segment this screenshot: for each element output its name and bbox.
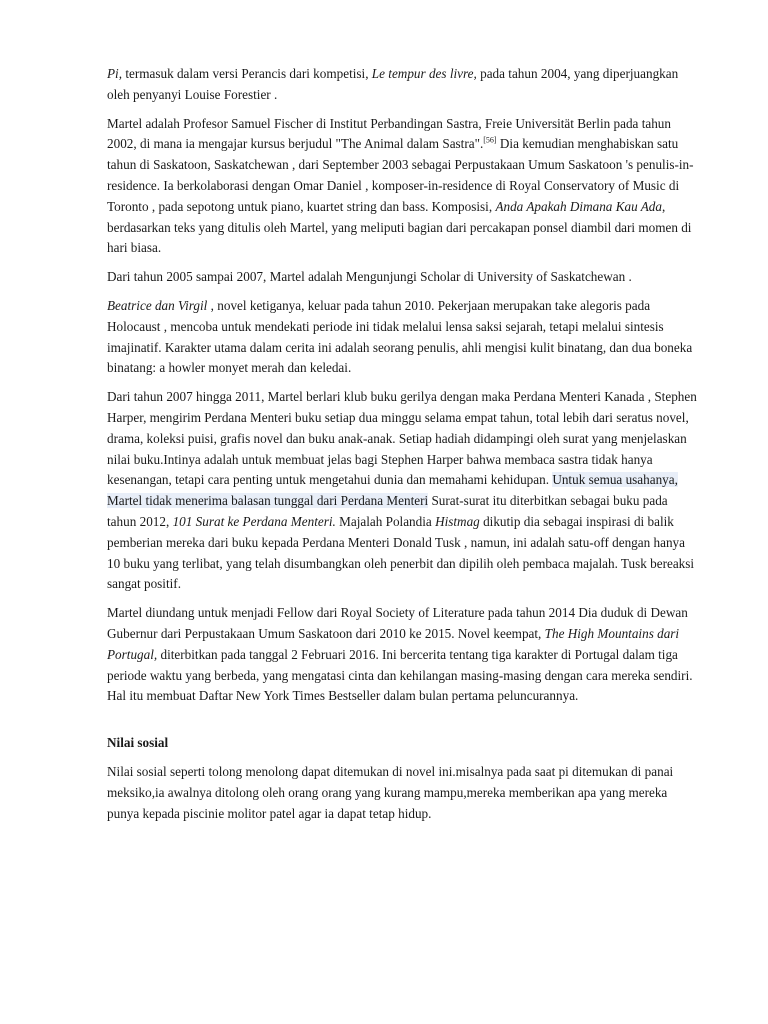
text-run: Martel adalah Profesor Samuel Fischer di Institut Perbandingan Sastra, Freie Universität Berlin pada tahun 2002, di mana ia mengajar kursus berjudul "The Animal dalam Sastra". <box>107 115 671 152</box>
italic-title: Le tempur des livre, <box>371 66 477 81</box>
paragraph-beatrice-virgil <box>107 296 698 379</box>
paragraph-book-club <box>107 387 698 595</box>
text-run: termasuk dalam versi Perancis dari kompetisi, <box>122 66 372 81</box>
text-run: diterbitkan pada tanggal 2 Februari 2016. Ini bercerita tentang tiga karakter di Portugal dalam tiga periode waktu yang berbeda, yang mengatasi cinta dan kehilangan masing-masing dengan cara mereka sendiri. Hal itu membuat Daftar New York Times Bestseller dalam bulan pertama peluncurannya. <box>107 646 693 704</box>
italic-title: Anda Apakah Dimana Kau Ada <box>495 198 662 214</box>
italic-title: The High Mountains dari Portugal, <box>107 625 680 662</box>
paragraph-visiting-scholar <box>107 267 698 288</box>
highlighted-text: Untuk semua usahanya, Martel tidak menerima balasan tunggal dari Perdana Menteri <box>107 472 678 509</box>
text-run: Majalah Polandia <box>335 513 436 529</box>
text-run: Nilai sosial seperti tolong menolong dapat ditemukan di novel ini.misalnya pada saat pi ditemukan di panai meksiko,ia awalnya ditolong oleh orang orang yang kurang mampu,mereka memberikan apa yang mereka punya kepada piscinie molitor patel agar ia dapat tetap hidup. <box>107 764 674 821</box>
paragraph-social-values <box>107 762 698 824</box>
text-run: Dia kemudian menghabiskan satu tahun di Saskatoon, Saskatchewan , dari September 2003 sebagai Perpustakaan Umum Saskatoon 's penulis-in-residence. Ia berkolaborasi dengan Omar Daniel , komposer-in-residence di Royal Conservatory of Music di Toronto , pada sepotong untuk piano, kuartet string dan bass. Komposisi, <box>107 136 694 214</box>
text-run: , novel ketiganya, keluar pada tahun 2010. Pekerjaan merupakan take alegoris pada Holocaust , mencoba untuk mendekati periode ini tidak melalui lensa saksi sejarah, tetapi melalui sintesis imajinatif. Karakter utama dalam cerita ini adalah seorang penulis, ahli mengisi kulit binatang, dan dua boneka binatang: a howler monyet merah dan keledai. <box>107 297 693 376</box>
text-run: pada tahun 2004, yang diperjuangkan oleh penyanyi Louise Forestier . <box>107 66 679 102</box>
italic-title: Pi, <box>107 66 123 81</box>
paragraph-royal-society <box>107 603 698 707</box>
text-run: Surat-surat itu diterbitkan sebagai buku pada tahun 2012, <box>107 493 668 529</box>
italic-title: Beatrice dan Virgil <box>107 297 208 313</box>
text-run: , berdasarkan teks yang ditulis oleh Martel, yang meliputi bagian dari percakapan ponsel diambil dari momen di hari biasa. <box>107 198 692 256</box>
italic-title: Histmag <box>435 513 480 529</box>
paragraph-professor <box>107 114 698 260</box>
text-run: Dari tahun 2005 sampai 2007, Martel adalah Mengunjungi Scholar di University of Saskatchewan . <box>107 269 632 285</box>
section-heading: Nilai sosial <box>107 735 169 751</box>
text-run: Dari tahun 2007 hingga 2011, Martel berlari klub buku gerilya dengan maka Perdana Menteri Kanada , Stephen Harper, mengirim Perdana Menteri buku setiap dua minggu selama empat tahun, total lebih dari seratus novel, drama, koleksi puisi, grafis novel dan buku anak-anak. Setiap hadiah didampingi oleh surat yang menjelaskan nilai buku.Intinya adalah untuk membuat jelas bagi Stephen Harper bahwa membaca sastra tidak hanya kesenangan, tetapi cara penting untuk mengetahui dunia dan memahami kehidupan. <box>107 389 697 488</box>
text-run: dikutip dia sebagai inspirasi di balik pemberian mereka dari buku kepada Perdana Menteri Donald Tusk , namun, ini adalah satu-off dengan hanya 10 buku yang terlibat, yang telah disumbangkan oleh penerbit dan dipilih oleh pembaca majalah. Tusk bereaksi sangat positif. <box>107 513 695 592</box>
italic-title: 101 Surat ke Perdana Menteri. <box>172 513 336 529</box>
footnote-ref[interactable]: [56] <box>483 136 497 145</box>
paragraph-life-of-pi-prize <box>107 64 698 106</box>
text-run: Martel diundang untuk menjadi Fellow dari Royal Society of Literature pada tahun 2014 Dia duduk di Dewan Gubernur dari Perpustakaan Umum Saskatoon dari 2010 ke 2015. Novel keempat, <box>107 605 688 641</box>
